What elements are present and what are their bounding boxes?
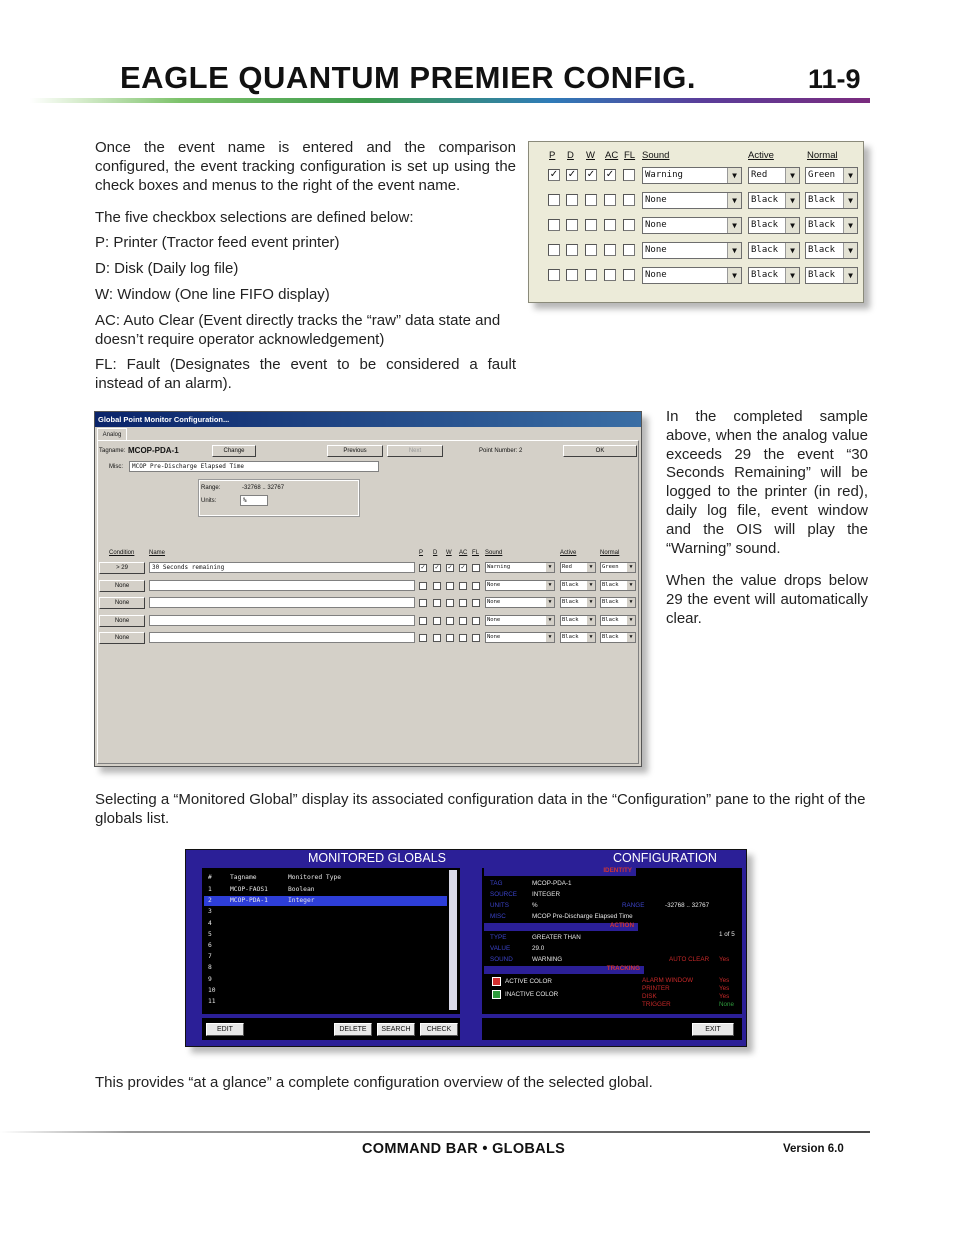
normal-value: Black <box>602 599 619 605</box>
condition-button[interactable]: None <box>99 632 145 644</box>
sound-value: None <box>645 245 667 255</box>
list-item[interactable] <box>204 975 447 985</box>
header-active: Active <box>560 550 577 556</box>
list-item[interactable] <box>204 963 447 973</box>
page-title: EAGLE QUANTUM PREMIER CONFIG. <box>120 60 696 95</box>
header-sound: Sound <box>485 550 503 556</box>
identity-header: IDENTITY <box>603 867 632 874</box>
header-fl: FL <box>472 550 480 556</box>
intro-paragraph: Once the event name is entered and the comparison configured, the event tracking configuration is set up using the check boxes and menus to the right of the event name. <box>95 139 516 194</box>
chevron-down-icon: ▼ <box>587 581 595 590</box>
checkbox[interactable]: ✓ <box>447 565 453 571</box>
col-type: Monitored Type <box>288 874 342 881</box>
delete-button[interactable]: DELETE <box>334 1023 372 1036</box>
chevron-down-icon: ▼ <box>727 168 741 183</box>
checkbox[interactable] <box>548 219 560 231</box>
chevron-down-icon: ▼ <box>727 268 741 283</box>
checkbox[interactable] <box>446 582 454 590</box>
sound-value: Warning <box>645 170 683 180</box>
misc-label: MISC <box>490 913 506 920</box>
header-w: W <box>586 150 595 161</box>
active-color-dropdown[interactable] <box>560 597 596 608</box>
chevron-down-icon: ▼ <box>546 633 554 642</box>
checkbox[interactable] <box>459 634 467 642</box>
normal-color-dropdown[interactable] <box>600 580 636 591</box>
chevron-down-icon: ▼ <box>785 193 799 208</box>
normal-color-dropdown[interactable] <box>600 632 636 643</box>
checkbox[interactable] <box>604 269 616 281</box>
header-rule <box>30 98 870 103</box>
normal-value: Black <box>808 220 836 230</box>
header-normal: Normal <box>807 150 838 161</box>
header-w: W <box>446 550 452 556</box>
normal-color-dropdown[interactable] <box>805 192 858 209</box>
sound-value: None <box>487 581 501 588</box>
sound-dropdown[interactable] <box>642 242 742 259</box>
chevron-down-icon: ▼ <box>843 193 857 208</box>
checkbox[interactable] <box>585 219 597 231</box>
event-name-input[interactable] <box>149 580 415 591</box>
chevron-down-icon: ▼ <box>587 616 595 625</box>
header-fl: FL <box>624 150 636 161</box>
tracking-panel <box>528 141 864 303</box>
chevron-down-icon: ▼ <box>627 563 635 572</box>
header-active: Active <box>748 150 774 161</box>
normal-color-dropdown[interactable] <box>805 242 858 259</box>
checkbox[interactable] <box>566 219 578 231</box>
configuration-pane <box>482 868 742 1014</box>
edit-button[interactable]: EDIT <box>206 1023 244 1036</box>
checkbox[interactable] <box>472 617 480 625</box>
header-ac: AC <box>605 150 619 161</box>
ok-button[interactable]: OK <box>563 445 637 457</box>
row-number: 5 <box>208 930 212 938</box>
checkbox[interactable] <box>623 219 635 231</box>
list-item[interactable] <box>204 986 447 996</box>
dialog-title: Global Point Monitor Configuration... <box>95 412 641 427</box>
active-value: Black <box>751 220 779 230</box>
list-item[interactable] <box>204 997 447 1007</box>
chevron-down-icon: ▼ <box>627 581 635 590</box>
selecting-paragraph: Selecting a “Monitored Global” display its associated configuration data in the “Configuration” pane to the right of the globals list. <box>95 791 866 827</box>
active-color-dropdown[interactable] <box>748 242 800 259</box>
header-p: P <box>419 550 424 556</box>
units-label: Units: <box>201 498 217 504</box>
sound-value: None <box>645 270 667 280</box>
active-value: Red <box>751 170 768 180</box>
checkbox[interactable] <box>419 599 427 607</box>
sound-dropdown[interactable] <box>485 632 555 643</box>
checkbox[interactable]: ✓ <box>434 565 440 571</box>
chevron-down-icon: ▼ <box>627 598 635 607</box>
list-item[interactable] <box>204 930 447 940</box>
event-name-input[interactable] <box>149 632 415 643</box>
tagname-value: MCOP-PDA-1 <box>128 446 179 455</box>
footer-section: COMMAND BAR • GLOBALS <box>362 1141 566 1157</box>
chevron-down-icon: ▼ <box>587 633 595 642</box>
normal-color-dropdown[interactable] <box>600 562 636 573</box>
list-item[interactable] <box>204 885 447 895</box>
checkbox[interactable] <box>585 244 597 256</box>
chevron-down-icon: ▼ <box>843 218 857 233</box>
search-button[interactable]: SEARCH <box>377 1023 415 1036</box>
active-value: Black <box>751 195 779 205</box>
active-color-dropdown[interactable] <box>560 580 596 591</box>
normal-value: Green <box>602 564 619 570</box>
checkbox[interactable] <box>472 599 480 607</box>
sound-value: WARNING <box>532 956 563 963</box>
row-number: 8 <box>208 964 212 972</box>
col-num: # <box>208 874 212 881</box>
def-auto-clear: AC: Auto Clear (Event directly tracks the “raw” data state and doesn’t require operator acknowledgement) <box>95 312 501 348</box>
active-color-label: ACTIVE COLOR <box>505 978 552 985</box>
active-color-dropdown[interactable] <box>748 192 800 209</box>
left-command-bar <box>202 1018 460 1040</box>
page-number: 11-9 <box>808 64 861 94</box>
row-number: 3 <box>208 908 212 916</box>
chevron-down-icon: ▼ <box>587 563 595 572</box>
footer-version: Version 6.0 <box>783 1143 844 1155</box>
previous-button[interactable]: Previous <box>327 445 383 457</box>
checkbox[interactable] <box>604 244 616 256</box>
tag-label: TAG <box>490 880 503 887</box>
normal-color-dropdown[interactable] <box>805 267 858 284</box>
active-color-dropdown[interactable] <box>560 632 596 643</box>
row-number: 10 <box>208 986 216 994</box>
checkbox[interactable] <box>548 194 560 206</box>
header-normal: Normal <box>600 550 620 556</box>
condition-button[interactable]: None <box>99 580 145 592</box>
event-name-input[interactable] <box>149 615 415 626</box>
checkbox[interactable] <box>548 269 560 281</box>
misc-label: Misc: <box>109 464 123 470</box>
active-color-dropdown[interactable] <box>748 267 800 284</box>
monitored-globals-title: MONITORED GLOBALS <box>308 851 446 865</box>
printer-value: Yes <box>719 985 730 992</box>
row-number: 4 <box>208 919 212 927</box>
checkbox[interactable]: ✓ <box>586 169 596 180</box>
check-button[interactable]: CHECK <box>420 1023 458 1036</box>
list-scrollbar[interactable] <box>449 870 457 1010</box>
checkbox[interactable]: ✓ <box>549 169 559 180</box>
footer-rule <box>0 1131 870 1133</box>
def-window: W: Window (One line FIFO display) <box>95 286 330 303</box>
exit-button[interactable]: EXIT <box>692 1023 734 1036</box>
active-color-dropdown[interactable] <box>748 217 800 234</box>
source-label: SOURCE <box>490 891 517 898</box>
sound-dropdown[interactable] <box>642 192 742 209</box>
checkbox[interactable] <box>459 599 467 607</box>
list-item[interactable] <box>204 896 447 906</box>
sound-label: SOUND <box>490 956 513 963</box>
checkbox[interactable] <box>433 599 441 607</box>
sound-dropdown[interactable] <box>642 217 742 234</box>
checkbox[interactable] <box>419 617 427 625</box>
chevron-down-icon: ▼ <box>785 268 799 283</box>
sound-dropdown[interactable] <box>485 562 555 573</box>
sound-dropdown[interactable] <box>485 597 555 608</box>
checkbox[interactable] <box>419 582 427 590</box>
chevron-down-icon: ▼ <box>587 598 595 607</box>
active-value: Red <box>562 564 572 570</box>
sound-dropdown[interactable] <box>485 580 555 591</box>
closing-paragraph: This provides “at a glance” a complete configuration overview of the selected global. <box>95 1074 653 1091</box>
checkbox[interactable] <box>623 269 635 281</box>
checkbox[interactable] <box>433 582 441 590</box>
checkbox[interactable] <box>585 269 597 281</box>
drop-paragraph: When the value drops below 29 the event will automatically clear. <box>666 572 868 627</box>
trigger-value: None <box>719 1001 735 1008</box>
chevron-down-icon: ▼ <box>785 168 799 183</box>
checkbox[interactable]: ✓ <box>420 565 426 571</box>
inactive-color-label: INACTIVE COLOR <box>505 991 559 998</box>
type-label: TYPE <box>490 934 507 941</box>
range-label: RANGE <box>622 902 645 909</box>
configuration-title: CONFIGURATION <box>613 851 717 865</box>
row-number: 1 <box>208 886 212 893</box>
checkbox[interactable] <box>419 634 427 642</box>
chevron-down-icon: ▼ <box>843 168 857 183</box>
sound-dropdown[interactable] <box>485 615 555 626</box>
normal-value: Black <box>808 195 836 205</box>
row-type: Boolean <box>288 886 315 893</box>
sound-value: None <box>645 220 667 230</box>
chevron-down-icon: ▼ <box>785 243 799 258</box>
row-number: 9 <box>208 975 212 983</box>
chevron-down-icon: ▼ <box>546 563 554 572</box>
condition-button[interactable]: None <box>99 615 145 627</box>
checkbox[interactable] <box>548 244 560 256</box>
condition-button[interactable]: > 29 <box>99 562 145 574</box>
list-item[interactable] <box>204 919 447 929</box>
header-condition: Condition <box>109 550 135 556</box>
autoclear-label: AUTO CLEAR <box>669 956 710 963</box>
condition-button[interactable]: None <box>99 597 145 609</box>
sound-dropdown[interactable] <box>642 267 742 284</box>
active-value: Black <box>562 581 579 588</box>
chevron-down-icon: ▼ <box>727 218 741 233</box>
checkbox[interactable] <box>623 194 635 206</box>
source-value: INTEGER <box>532 891 560 898</box>
monitored-globals-screen <box>185 849 747 1047</box>
globals-list[interactable] <box>202 868 460 1014</box>
right-command-bar <box>482 1018 742 1040</box>
sound-value: None <box>487 634 501 640</box>
disk-label: DISK <box>642 993 657 1000</box>
header-name: Name <box>149 550 166 556</box>
header-sound: Sound <box>642 150 670 161</box>
chevron-down-icon: ▼ <box>785 218 799 233</box>
active-value: Black <box>562 634 579 640</box>
normal-color-dropdown[interactable] <box>600 615 636 626</box>
chevron-down-icon: ▼ <box>843 268 857 283</box>
chevron-down-icon: ▼ <box>546 581 554 590</box>
inactive-color-swatch <box>492 990 501 999</box>
checkbox[interactable] <box>433 617 441 625</box>
normal-color-dropdown[interactable] <box>600 597 636 608</box>
checkbox[interactable]: ✓ <box>460 565 466 571</box>
row-type: Integer <box>288 897 315 905</box>
active-color-dropdown[interactable] <box>560 562 596 573</box>
chevron-down-icon: ▼ <box>627 616 635 625</box>
active-color-dropdown[interactable] <box>560 615 596 626</box>
checkbox[interactable] <box>585 194 597 206</box>
printer-label: PRINTER <box>642 985 670 992</box>
checkbox[interactable]: ✓ <box>567 169 577 180</box>
checkbox-intro: The five checkbox selections are defined below: <box>95 209 414 226</box>
def-fault: FL: Fault (Designates the event to be considered a fault instead of an alarm). <box>95 356 516 392</box>
normal-value: Black <box>602 634 619 640</box>
event-name-input[interactable]: 30 Seconds remaining <box>149 562 415 573</box>
chevron-down-icon: ▼ <box>546 616 554 625</box>
row-number: 7 <box>208 953 212 961</box>
normal-value: Green <box>808 170 836 180</box>
change-button[interactable]: Change <box>212 445 256 457</box>
disk-value: Yes <box>719 993 730 1000</box>
units-input[interactable]: % <box>240 495 268 506</box>
sound-value: None <box>487 599 501 605</box>
checkbox[interactable] <box>446 634 454 642</box>
autoclear-value: Yes <box>719 956 730 963</box>
normal-color-dropdown[interactable] <box>805 217 858 234</box>
list-item[interactable] <box>204 952 447 962</box>
tracking-header: TRACKING <box>606 965 640 972</box>
config-dialog <box>94 411 642 767</box>
range-label: Range: <box>201 485 221 491</box>
chevron-down-icon: ▼ <box>843 243 857 258</box>
active-color-dropdown[interactable] <box>748 167 800 184</box>
misc-input[interactable]: MCOP Pre-Discharge Elapsed Time <box>129 461 379 472</box>
range-value: -32768 .. 32767 <box>665 902 710 909</box>
chevron-down-icon: ▼ <box>546 598 554 607</box>
row-number: 11 <box>208 998 216 1005</box>
chevron-down-icon: ▼ <box>727 243 741 258</box>
checkbox[interactable] <box>566 269 578 281</box>
def-disk: D: Disk (Daily log file) <box>95 260 239 277</box>
row-tagname: MCOP-PDA-1 <box>230 897 268 905</box>
checkbox[interactable] <box>472 634 480 642</box>
checkbox[interactable] <box>459 582 467 590</box>
row-number: 2 <box>208 897 212 905</box>
row-number: 6 <box>208 942 212 949</box>
units-value: % <box>532 902 538 909</box>
active-value: Black <box>751 270 779 280</box>
active-value: Black <box>751 245 779 255</box>
active-value: Black <box>562 616 579 623</box>
units-label: UNITS <box>490 902 509 909</box>
chevron-down-icon: ▼ <box>627 633 635 642</box>
header-p: P <box>549 150 556 161</box>
sample-paragraph: In the completed sample above, when the analog value exceeds 29 the event “30 Seconds Remaining” will be logged to the printer (in red), daily log file, event window and the OIS will play the “Warning” sound. <box>666 408 868 557</box>
checkbox[interactable]: ✓ <box>605 169 615 180</box>
condition-count: 1 of 5 <box>719 931 735 938</box>
action-header: ACTION <box>609 922 634 929</box>
misc-value: MCOP Pre-Discharge Elapsed Time <box>532 913 633 920</box>
normal-color-dropdown[interactable] <box>805 167 858 184</box>
normal-value: Black <box>602 616 619 623</box>
range-value: -32768 .. 32767 <box>242 485 285 491</box>
checkbox[interactable] <box>604 219 616 231</box>
trigger-label: TRIGGER <box>642 1001 671 1008</box>
tagname-label: Tagname: <box>99 448 126 454</box>
header-ac: AC <box>459 550 468 556</box>
list-item[interactable] <box>204 941 447 951</box>
checkbox[interactable] <box>446 617 454 625</box>
sound-value: None <box>645 195 667 205</box>
tag-value: MCOP-PDA-1 <box>532 880 572 887</box>
next-button[interactable]: Next <box>387 445 443 457</box>
value-label: VALUE <box>490 945 511 952</box>
chevron-down-icon: ▼ <box>727 193 741 208</box>
checkbox[interactable] <box>566 194 578 206</box>
alarm-window-value: Yes <box>719 977 730 984</box>
header-d: D <box>567 150 574 161</box>
point-number: Point Number: 2 <box>479 448 523 454</box>
active-value: Black <box>562 599 579 605</box>
alarm-window-label: ALARM WINDOW <box>642 977 694 984</box>
header-d: D <box>433 550 438 556</box>
sound-dropdown[interactable] <box>642 167 742 184</box>
active-color-swatch <box>492 977 501 986</box>
checkbox[interactable] <box>623 169 635 181</box>
tab-analog[interactable]: Analog <box>97 428 127 440</box>
checkbox[interactable] <box>623 244 635 256</box>
value-value: 29.0 <box>532 945 545 952</box>
checkbox[interactable] <box>459 617 467 625</box>
checkbox[interactable] <box>446 599 454 607</box>
list-item[interactable] <box>204 907 447 917</box>
checkbox[interactable] <box>604 194 616 206</box>
normal-value: Black <box>602 581 619 588</box>
checkbox[interactable] <box>566 244 578 256</box>
event-name-input[interactable] <box>149 597 415 608</box>
checkbox[interactable] <box>433 634 441 642</box>
row-tagname: MCOP-FAOS1 <box>230 886 268 893</box>
normal-value: Black <box>808 270 836 280</box>
col-tagname: Tagname <box>230 874 257 881</box>
sound-value: Warning <box>487 564 511 570</box>
checkbox[interactable] <box>472 582 480 590</box>
type-value: GREATER THAN <box>532 934 581 941</box>
def-printer: P: Printer (Tractor feed event printer) <box>95 234 340 251</box>
normal-value: Black <box>808 245 836 255</box>
sound-value: None <box>487 616 501 623</box>
checkbox[interactable] <box>472 564 480 572</box>
